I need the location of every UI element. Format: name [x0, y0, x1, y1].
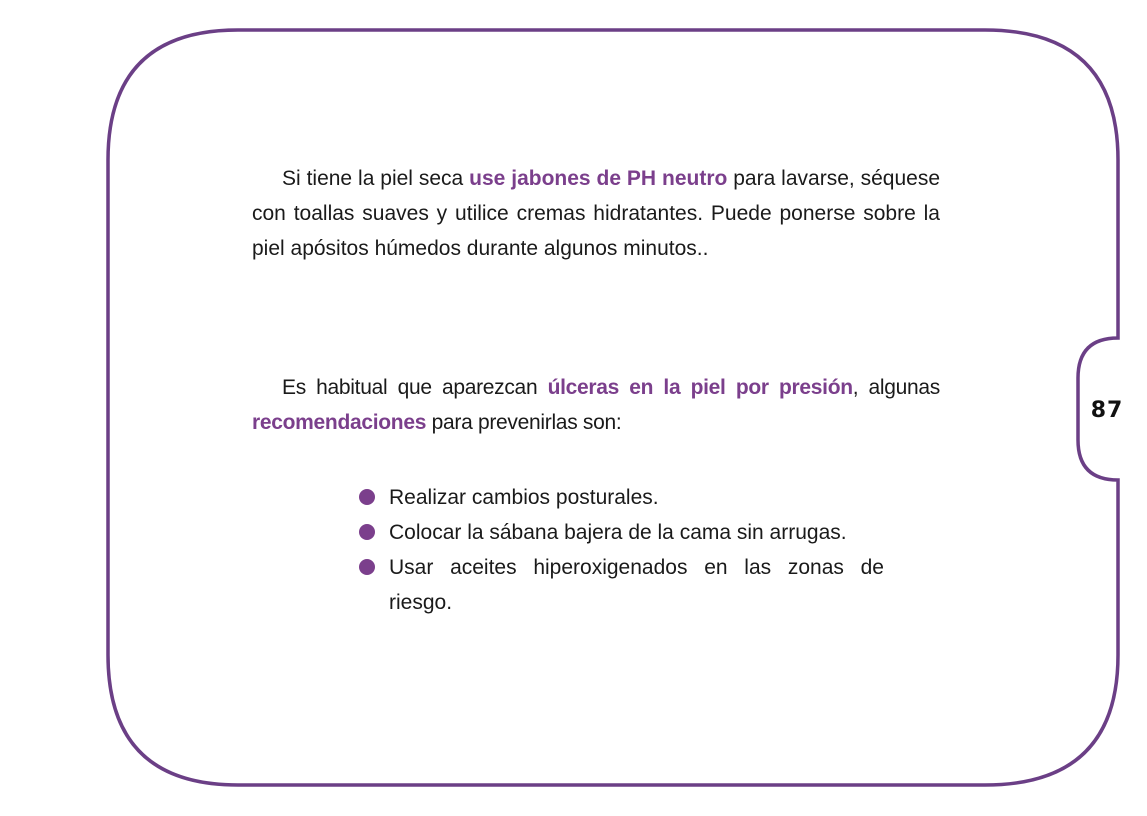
bullet-dot-icon — [359, 559, 375, 575]
paragraph-ulcers-text-end: para prevenirlas son: — [426, 411, 622, 434]
list-item-text: Colocar la sábana bajera de la cama sin arrugas. — [389, 521, 847, 544]
paragraph-dry-skin-text-end: para lavarse, séquese con toallas suaves y utilice cremas hidratantes. Puede ponerse sobre la piel apósitos húmedos durante algunos minutos.. — [252, 167, 941, 260]
bullet-dot-icon — [359, 489, 375, 505]
paragraph-dry-skin — [252, 161, 940, 266]
bullet-dot-icon — [359, 524, 375, 540]
list-item-text: Realizar cambios posturales. — [389, 486, 659, 509]
list-item — [358, 515, 884, 550]
paragraph-pressure-ulcers — [252, 370, 940, 440]
highlight-neutral-ph-soap: use jabones de PH neutro — [469, 167, 728, 190]
paragraph-ulcers-text-middle: , algunas — [852, 376, 940, 399]
paragraph-ulcers-text-start: Es habitual que aparezcan — [282, 376, 548, 399]
list-item-text: Usar aceites hiperoxigenados en las zonas de riesgo. — [389, 556, 884, 614]
recommendations-list — [358, 480, 884, 620]
list-item — [358, 550, 884, 620]
paragraph-dry-skin-text-start: Si tiene la piel seca — [282, 167, 470, 190]
highlight-pressure-ulcers: úlceras en la piel por presión — [547, 376, 853, 399]
list-item — [358, 480, 884, 515]
highlight-recommendations: recomendaciones — [252, 411, 427, 434]
page-number: 87 — [1090, 398, 1124, 423]
